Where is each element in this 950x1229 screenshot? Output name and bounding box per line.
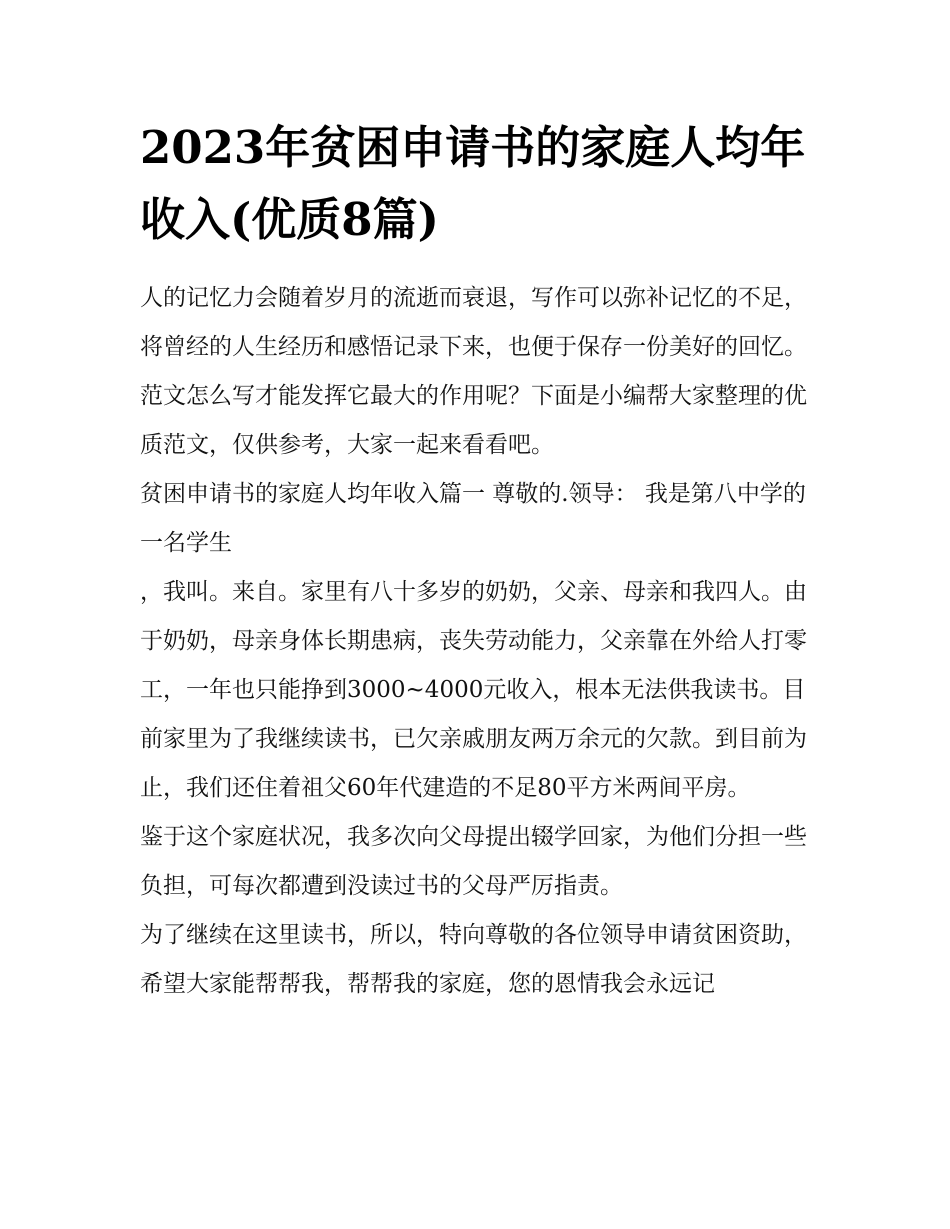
paragraph-salutation: 贫困申请书的家庭人均年收入篇一 尊敬的.领导： 我是第八中学的一名学生 xyxy=(140,481,806,556)
paragraph-intro: 人的记忆力会随着岁月的流逝而衰退，写作可以弥补记忆的不足，将曾经的人生经历和感悟记录下来，也便于保存一份美好的回忆。范文怎么写才能发挥它最大的作用呢？下面是小编帮大家整理的优质范文，仅供参考，大家一起来看看吧。 xyxy=(140,285,807,458)
paragraph-dropout-request: 鉴于这个家庭状况，我多次向父母提出辍学回家，为他们分担一些负担，可每次都遭到没读过书的父母严厉指责。 xyxy=(140,824,807,899)
document-body xyxy=(140,274,815,1009)
document-title: 2023年贫困申请书的家庭人均年收入(优质8篇) xyxy=(140,121,806,246)
paragraph-aid-request: 为了继续在这里读书，所以，特向尊敬的各位领导申请贫困资助，希望大家能帮帮我，帮帮我的家庭，您的恩情我会永远记 xyxy=(140,922,807,997)
paragraph-family-situation: ，我叫。来自。家里有八十多岁的奶奶，父亲、母亲和我四人。由于奶奶，母亲身体长期患病，丧失劳动能力，父亲靠在外给人打零工，一年也只能挣到3000~4000元收入，根本无法供我读书。目前家里为了我继续读书，已欠亲戚朋友两万余元的欠款。到目前为止，我们还住着祖父60年代建造的不足80平方米两间平房。 xyxy=(140,579,807,801)
document-page xyxy=(140,112,815,1009)
